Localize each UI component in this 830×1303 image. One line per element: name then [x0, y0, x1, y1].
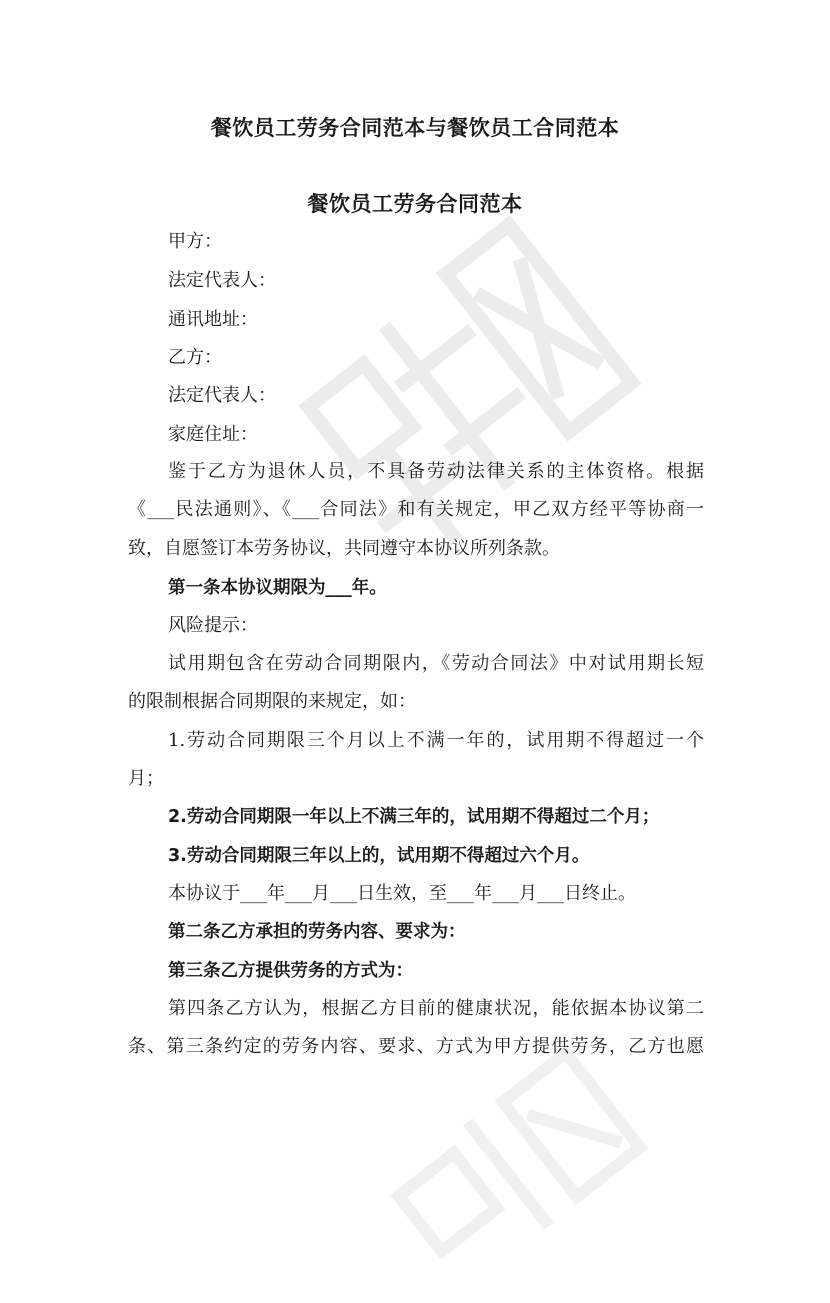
article-4-line-2: 条、第三条约定的劳务内容、要求、方式为甲方提供劳务，乙方也愿: [128, 1036, 704, 1057]
risk-item-3: 3.劳动合同期限三年以上的，试用期不得超过六个月。: [168, 846, 590, 866]
watermark-logo-bottom: [358, 1017, 661, 1303]
article-4-line-1: 第四条乙方认为，根据乙方目前的健康状况，能依据本协议第二: [168, 998, 704, 1019]
main-title: 餐饮员工劳务合同范本与餐饮员工合同范本: [210, 116, 620, 140]
risk-item-1-line-2: 月；: [128, 768, 164, 789]
preamble-line-2: 《___民法通则》、《___合同法》和有关规定，甲乙双方经平等协商一: [128, 499, 704, 520]
party-b-home-address-field: 家庭住址：: [168, 424, 258, 445]
party-a-field: 甲方：: [168, 231, 222, 252]
risk-text-line-1: 试用期包含在劳动合同期限内，《劳动合同法》中对试用期长短: [168, 653, 704, 674]
risk-item-1-line-1: 1.劳动合同期限三个月以上不满一年的，试用期不得超过一个: [168, 730, 704, 751]
sub-title: 餐饮员工劳务合同范本: [307, 192, 523, 216]
party-b-legal-rep-field: 法定代表人：: [168, 385, 276, 406]
effective-period: 本协议于___年___月___日生效，至___年___月___日终止。: [168, 883, 636, 904]
party-b-field: 乙方：: [168, 347, 222, 368]
preamble-line-3: 致，自愿签订本劳务协议，共同遵守本协议所列条款。: [128, 538, 560, 559]
article-3: 第三条乙方提供劳务的方式为：: [168, 961, 413, 981]
article-2: 第二条乙方承担的劳务内容、要求为：: [168, 922, 466, 942]
risk-text-line-2: 的限制根据合同期限的来规定，如：: [128, 691, 416, 712]
party-a-legal-rep-field: 法定代表人：: [168, 270, 276, 291]
party-a-address-field: 通讯地址：: [168, 309, 258, 330]
risk-label: 风险提示：: [168, 615, 258, 636]
article-1: 第一条本协议期限为___年。: [168, 578, 387, 598]
risk-item-2: 2.劳动合同期限一年以上不满三年的，试用期不得超过二个月；: [168, 807, 660, 827]
preamble-line-1: 鉴于乙方为退休人员，不具备劳动法律关系的主体资格。根据: [168, 461, 704, 482]
